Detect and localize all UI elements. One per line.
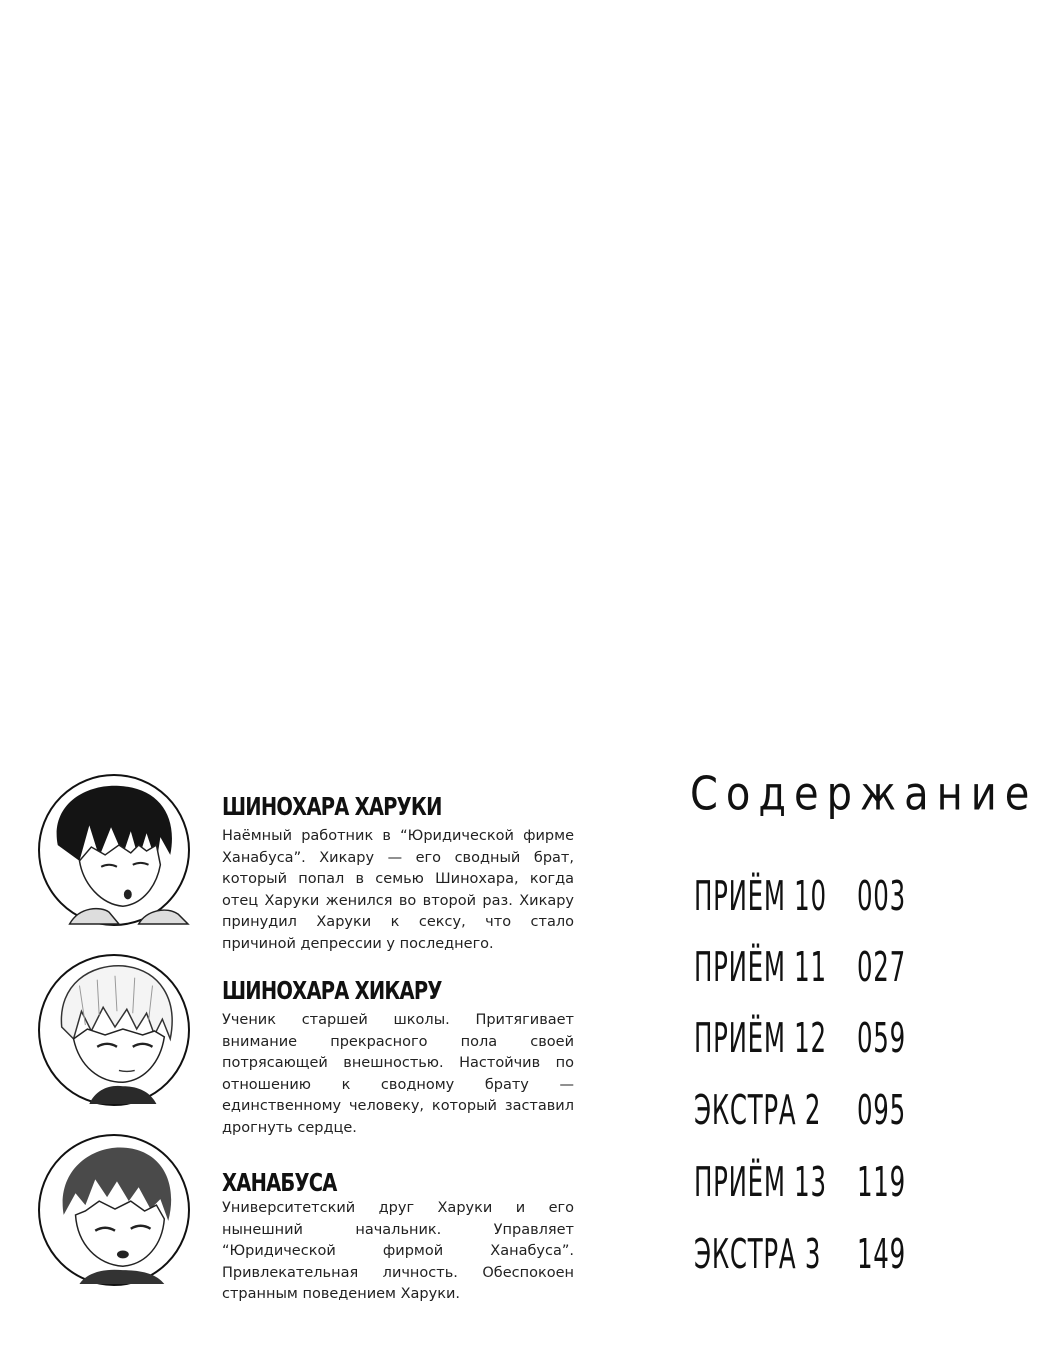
character-description-hanabusa: Университетский друг Харуки и его нынешний начальник. Управляет “Юридической фирмой Ханабуса”. Привлекательная личность. Обеспокоен странным поведением Харуки. bbox=[222, 1200, 574, 1302]
toc-entry-page: 095 bbox=[857, 1086, 906, 1135]
character-name-haruki: ШИНОХАРА ХАРУКИ bbox=[222, 792, 442, 821]
toc-entry bbox=[694, 1154, 906, 1207]
toc-entry bbox=[694, 1010, 906, 1063]
toc-entry-label: ПРИЁМ 12 bbox=[694, 1014, 827, 1063]
toc-entry-label: ЭКСТРА 2 bbox=[694, 1086, 822, 1135]
toc-entry-label: ПРИЁМ 11 bbox=[694, 943, 827, 992]
hanabusa-illustration bbox=[40, 1136, 188, 1284]
toc-entry-label: ПРИЁМ 10 bbox=[694, 872, 827, 921]
toc-entry bbox=[694, 1226, 906, 1279]
toc-entry bbox=[694, 939, 906, 992]
haruki-illustration bbox=[40, 776, 188, 924]
hikaru-illustration bbox=[40, 956, 188, 1104]
toc-entry-label: ЭКСТРА 3 bbox=[694, 1230, 822, 1279]
character-description-hikaru: Ученик старшей школы. Притягивает внимание прекрасного пола своей потрясающей внешностью. Настойчив по отношению к сводному брату — единственному человеку, который заставил дрогнуть сердце. bbox=[222, 1012, 574, 1136]
toc-entry-page: 003 bbox=[857, 872, 906, 921]
portrait-hikaru bbox=[38, 954, 190, 1106]
toc-entry bbox=[694, 1082, 906, 1135]
toc-entry-page: 149 bbox=[857, 1230, 906, 1279]
toc-entry-page: 119 bbox=[857, 1158, 906, 1207]
toc-title: Содержание bbox=[690, 768, 1037, 821]
toc-entry-page: 027 bbox=[857, 943, 906, 992]
portrait-haruki bbox=[38, 774, 190, 926]
portrait-hanabusa bbox=[38, 1134, 190, 1286]
character-name-hikaru: ШИНОХАРА ХИКАРУ bbox=[222, 976, 442, 1005]
toc-entry-label: ПРИЁМ 13 bbox=[694, 1158, 827, 1207]
toc-entry bbox=[694, 868, 906, 921]
character-description-haruki: Наёмный работник в “Юридической фирме Ханабуса”. Хикару — его сводный брат, который попал в семью Шинохара, когда отец Харуки женился во второй раз. Хикару принудил Харуки к сексу, что стало причиной депрессии у последнего. bbox=[222, 828, 574, 952]
toc-entry-page: 059 bbox=[857, 1014, 906, 1063]
character-name-hanabusa: ХАНАБУСА bbox=[222, 1168, 337, 1197]
